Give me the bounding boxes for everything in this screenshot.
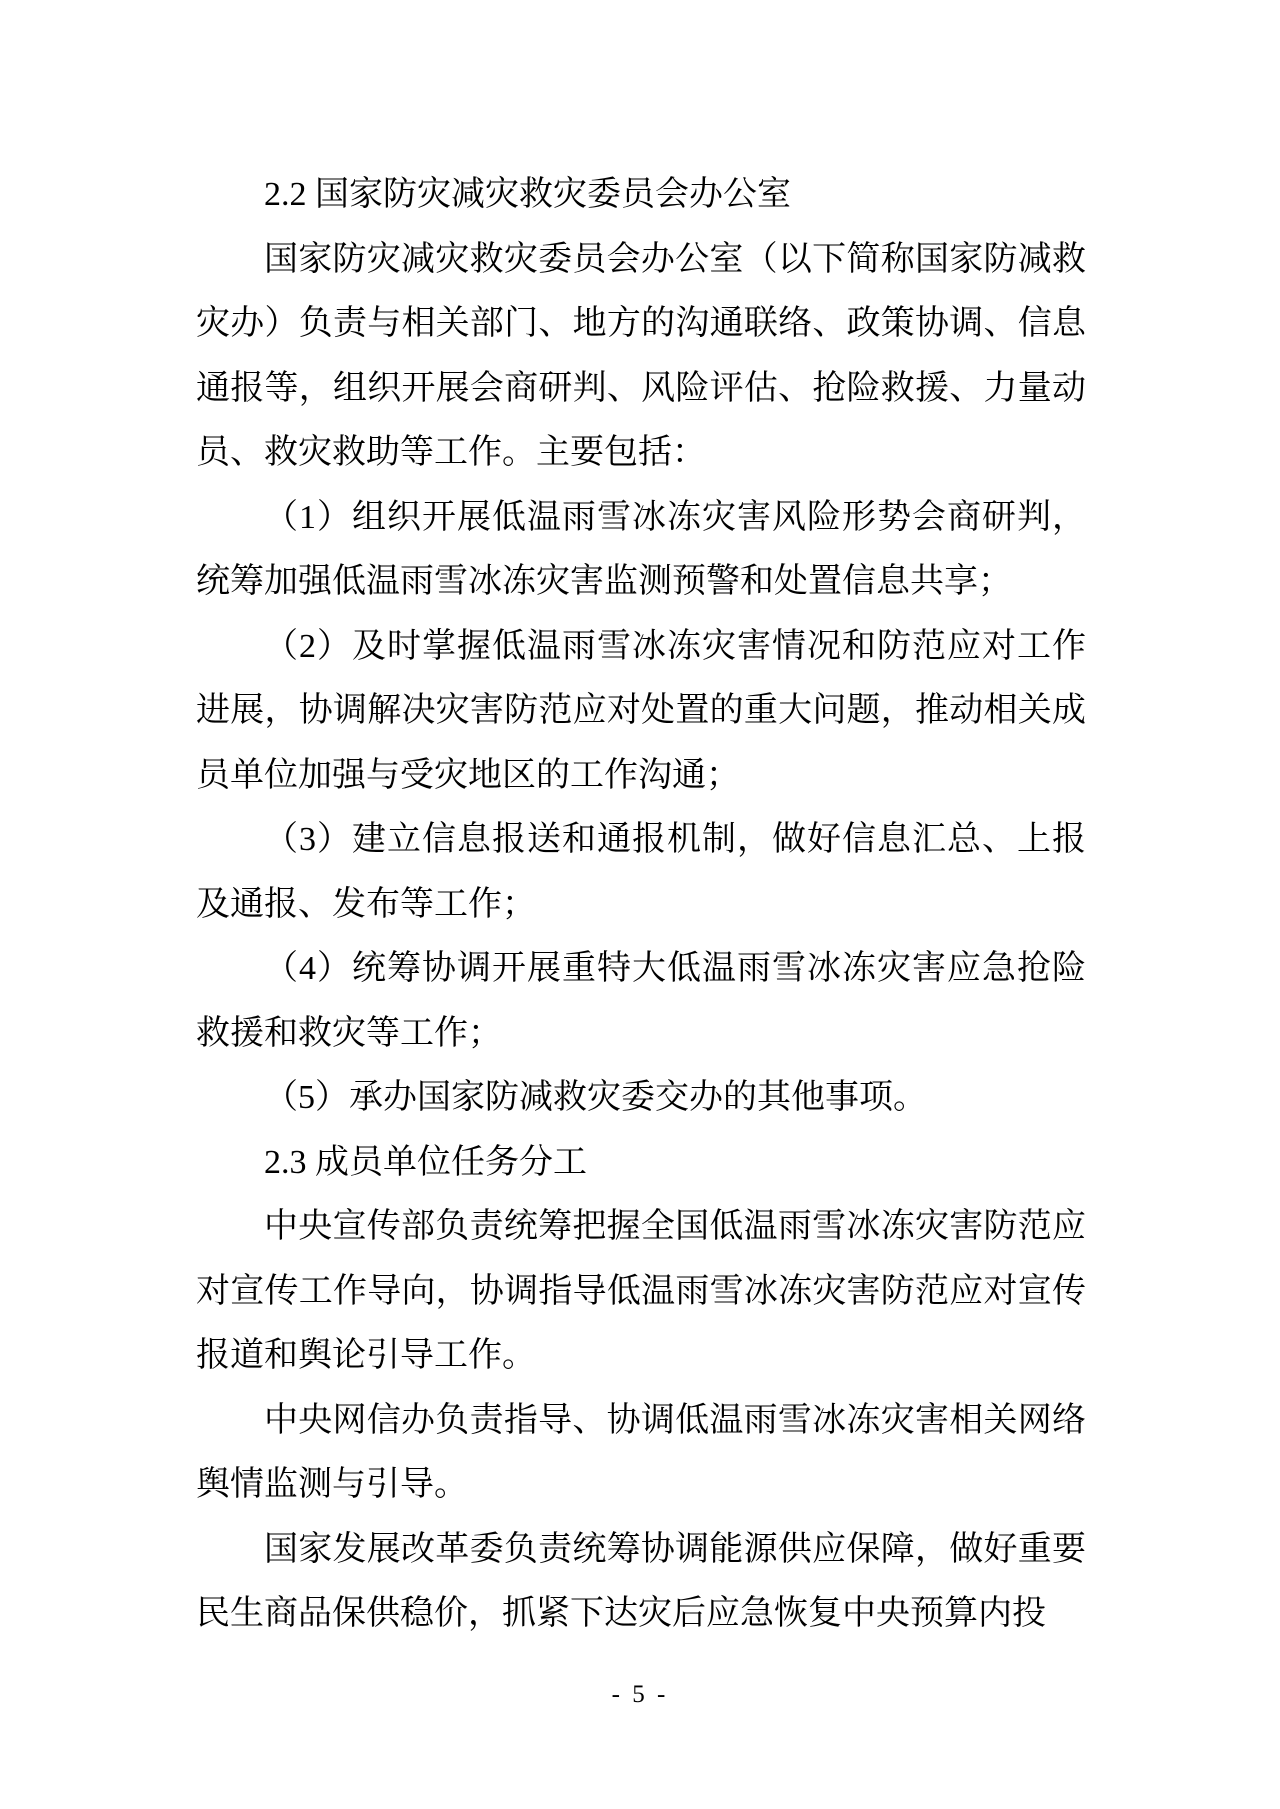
section-heading-2-2: 2.2 国家防灾减灾救灾委员会办公室 xyxy=(264,176,791,213)
paragraph-ndrc: 国家发展改革委负责统筹协调能源供应保障，做好重要民生商品保供稳价，抓紧下达灾后应急恢复中央预算内投 xyxy=(196,1530,1086,1632)
paragraph-propaganda-dept: 中央宣传部负责统筹把握全国低温雨雪冰冻灾害防范应对宣传工作导向，协调指导低温雨雪冰冻灾害防范应对宣传报道和舆论引导工作。 xyxy=(196,1208,1086,1374)
paragraph-duty-item-4: （4）统筹协调开展重特大低温雨雪冰冻灾害应急抢险救援和救灾等工作； xyxy=(196,950,1086,1052)
paragraph-duty-item-3: （3）建立信息报送和通报机制，做好信息汇总、上报及通报、发布等工作； xyxy=(196,821,1086,923)
section-heading-2-3: 2.3 成员单位任务分工 xyxy=(264,1143,587,1181)
paragraph-duty-item-1: （1）组织开展低温雨雪冰冻灾害风险形势会商研判，统筹加强低温雨雪冰冻灾害监测预警和处置信息共享； xyxy=(196,498,1086,600)
paragraph-duty-item-5: （5）承办国家防减救灾委交办的其他事项。 xyxy=(264,1079,927,1116)
paragraph-office-duties: 国家防灾减灾救灾委员会办公室（以下简称国家防减救灾办）负责与相关部门、地方的沟通联络、政策协调、信息通报等，组织开展会商研判、风险评估、抢险救援、力量动员、救灾救助等工作。主要包括： xyxy=(196,240,1086,471)
paragraph-duty-item-2: （2）及时掌握低温雨雪冰冻灾害情况和防范应对工作进展，协调解决灾害防范应对处置的重大问题，推动相关成员单位加强与受灾地区的工作沟通； xyxy=(196,627,1086,794)
page-number: - 5 - xyxy=(611,1681,669,1708)
paragraph-cyberspace-office: 中央网信办负责指导、协调低温雨雪冰冻灾害相关网络舆情监测与引导。 xyxy=(196,1401,1086,1503)
document-body xyxy=(196,163,1086,1647)
